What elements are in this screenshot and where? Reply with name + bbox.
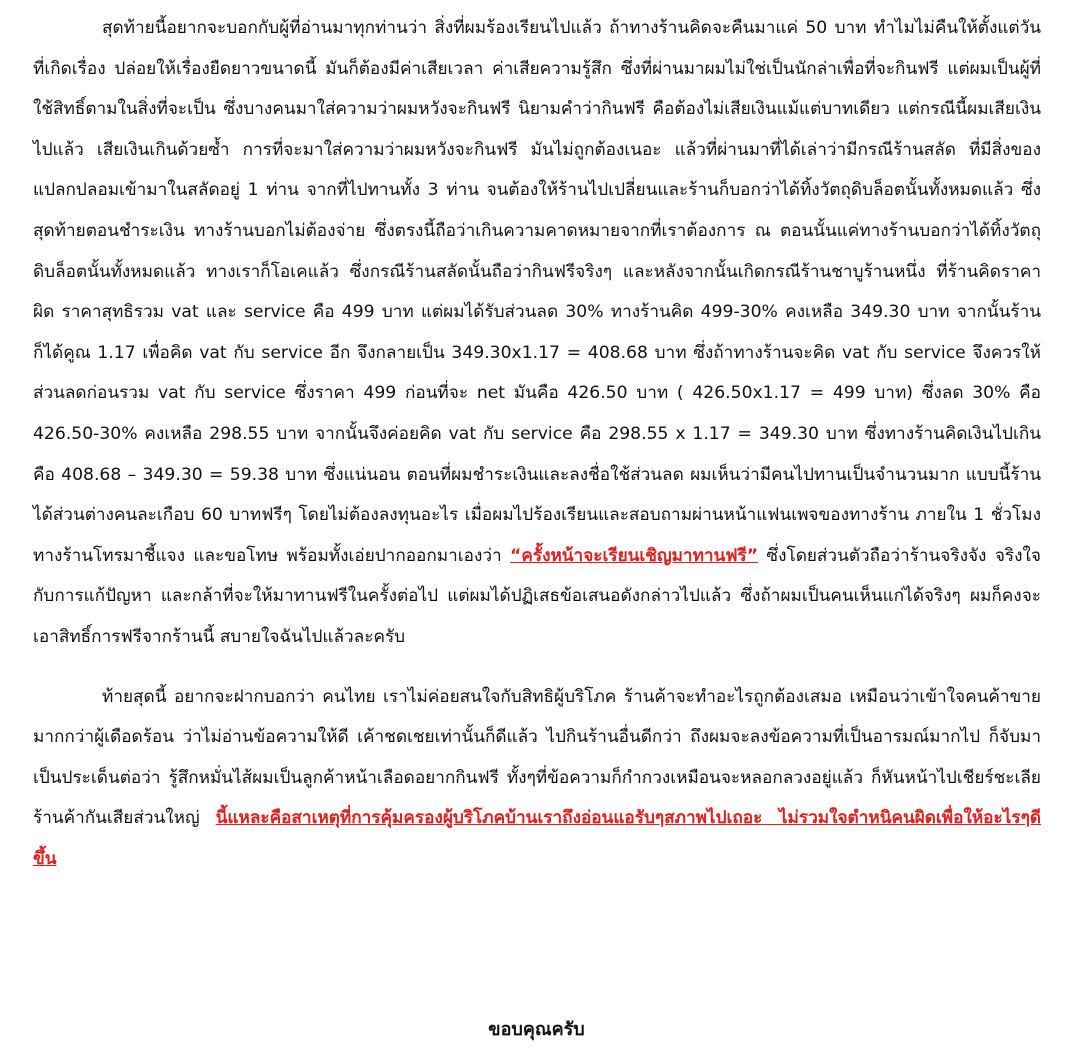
paragraph-1-ending: ซึ่งโดยส่วนตัวถือว่าร้านจริงจัง จริงใจ กับการแก้ปัญหา และกล้าที่จะให้มาทานฟรีในครั้งต่อไป แต่ผมได้ปฏิเสธข้อเสนอดังกล่าวไปแล้ว ซึ่งถ้าผมเป็นคนเห็นแก่ได้จริงๆ ผมก็คงจะเอาสิทธิ์การฟรีจากร้านนี้ สบายใจฉันไปแล้วละครับ [33,545,1041,647]
paragraph-2-text: ท้ายสุดนี้ อยากจะฝากบอกว่า คนไทย เราไม่ค่อยสนใจกับสิทธิผู้บริโภค ร้านค้าจะทำอะไรถูกต้องเสมอ เหมือนว่าเข้าใจคนค้าขายมากกว่าผู้เดือดร้อน ว่าไม่อ่านข้อความให้ดี เค้าชดเชยเท่านั้นก็ดีแล้ว ไปกินร้านอื่นดีกว่า ถึงผมจะลงข้อความที่เป็นอารมณ์มากไป ก็จับมาเป็นประเด็นต่อว่า รู้สึกหมั่นไส้ผมเป็นลูกค้าหน้าเลือดอยากกินฟรี ทั้งๆที่ข้อความก็กำกวงเหมือนจะหลอกลวงอยู่แล้ว ก็หันหน้าไปเชียร์ชะเลียร้านค้ากันเสียส่วนใหญ่ [33,686,1041,829]
paragraph-refund-story [33,8,1041,658]
paragraph-1-text: สุดท้ายนี้อยากจะบอกกับผู้ที่อ่านมาทุกท่านว่า สิ่งที่ผมร้องเรียนไปแล้ว ถ้าทางร้านคิดจะคืนมาแค่ 50 บาท ทำไมไม่คืนให้ตั้งแต่วันที่เกิดเรื่อง ปล่อยให้เรื่องยืดยาวขนาดนี้ มันก็ต้องมีค่าเสียเวลา ค่าเสียความรู้สึก ซึ่งที่ผ่านมาผมไม่ใช่เป็นนักล่าเพื่อที่จะกินฟรี แต่ผมเป็นผู้ที่ใช้สิทธิ์ตามในสิ่งที่จะเป็น ซึ่งบางคนมาใส่ความว่าผมหวังจะกินฟรี นิยามคำว่ากินฟรี คือต้องไม่เสียเงินแม้แต่บาทเดียว แต่กรณีนี้ผมเสียเงินไปแล้ว เสียเงินเกินด้วยซ้ำ การที่จะมาใส่ความว่าผมหวังจะกินฟรี มันไม่ถูกต้องเนอะ แล้วที่ผ่านมาที่ได้เล่าว่ามีกรณีร้านสลัด ที่มีสิ่งของแปลกปลอมเข้ามาในสลัดอยู่ 1 ท่าน จากที่ไปทานทั้ง 3 ท่าน จนต้องให้ร้านไปเปลี่ยนและร้านก็บอกว่าได้ทิ้งวัตถุดิบล็อตนั้นทั้งหมดแล้ว ซึ่งสุดท้ายตอนชำระเงิน ทางร้านบอกไม่ต้องจ่าย ซึ่งตรงนี้ถือว่าเกินความคาดหมายจากที่เราต้องการ ณ ตอนนั้นแค่ทางร้านบอกว่าได้ทิ้งวัตถุดิบล็อตนั้นทั้งหมดแล้ว ทางเราก็โอเคแล้ว ซึ่งกรณีร้านสลัดนั้นถือว่ากินฟรีจริงๆ และหลังจากนั้นเกิดกรณีร้านชาบูร้านหนึ่ง ที่ร้านคิดราคาผิด ราคาสุทธิรวม vat และ service คือ 499 บาท แต่ผมได้รับส่วนลด 30% ทางร้านคิด 499-30% คงเหลือ 349.30 บาท จากนั้นร้านก็ได้คูณ 1.17 เพื่อคิด vat กับ service อีก จึงกลายเป็น 349.30x1.17 = 408.68 บาท ซึ่งถ้าทางร้านจะคิด vat กับ service จึงควรให้ส่วนลดก่อนรวม vat กับ service ซึ่งราคา 499 ก่อนที่จะ net มันคือ 426.50 บาท ( 426.50x1.17 = 499 บาท) ซึ่งลด 30% คือ 426.50-30% คงเหลือ 298.55 บาท จากนั้นจึงค่อยคิด vat กับ service คือ 298.55 x 1.17 = 349.30 บาท ซึ่งทางร้านคิดเงินไปเกินคือ 408.68 – 349.30 = 59.38 บาท ซึ่งแน่นอน ตอนที่ผมชำระเงินและลงชื่อใช้ส่วนลด ผมเห็นว่ามีคนไปทานเป็นจำนวนมาก แบบนี้ร้านได้ส่วนต่างคนละเกือบ 60 บาทฟรีๆ โดยไม่ต้องลงทุนอะไร เมื่อผมไปร้องเรียนและสอบถามผ่านหน้าแฟนเพจของทางร้าน ภายใน 1 ชั่วโมงทางร้านโทรมาชี้แจง และขอโทษ พร้อมทั้งเอ่ยปากออกมาเองว่า [33,18,1041,566]
free-meal-offer-quote: “ครั้งหน้าจะเรียนเชิญมาทานฟรี” [510,545,759,566]
paragraph-consumer-rights [33,677,1041,880]
closing-thanks: ขอบคุณครับ [488,1019,585,1040]
consumer-protection-highlight: นี้แหละคือสาเหตุที่การคุ้มครองผู้บริโภคบ้านเราถึงอ่อนแอรับๆสภาพไปเถอะ ไม่รวมใจตำหนิคนผิดเพื่อให้อะไรๆดีขึ้น [33,808,1041,869]
